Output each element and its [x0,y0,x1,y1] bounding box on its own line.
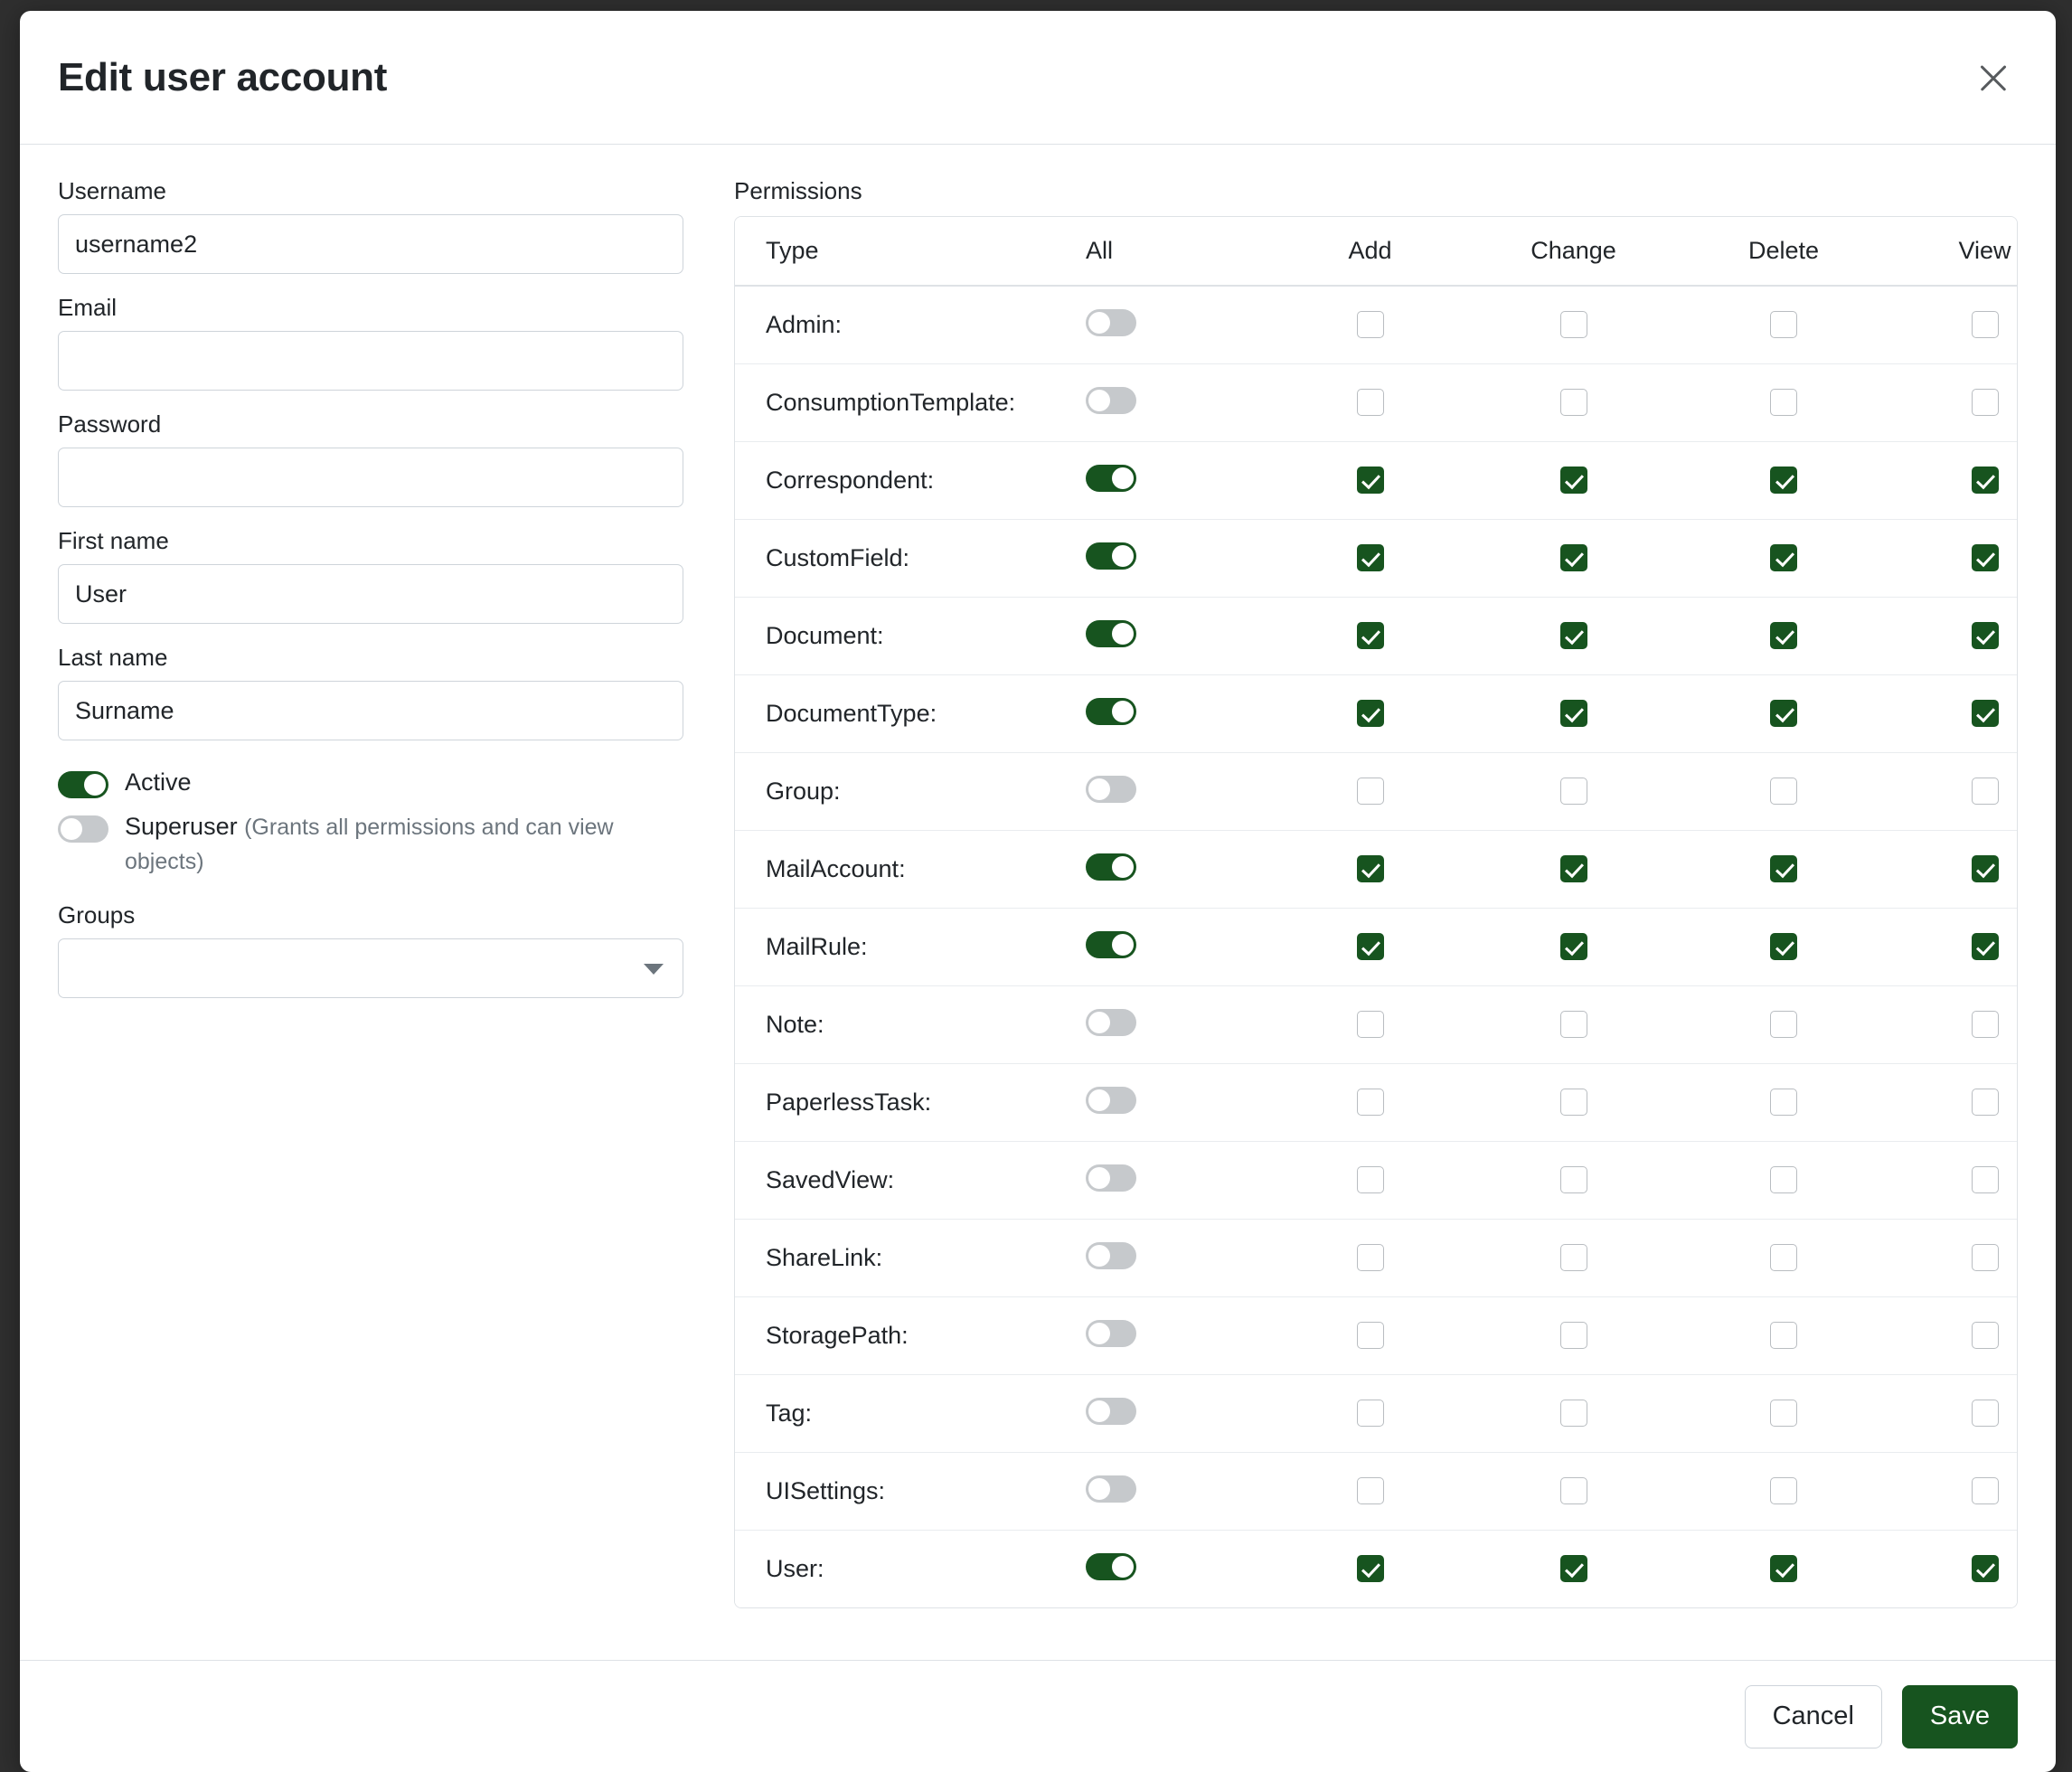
table-row [735,441,2018,519]
permission-all-cell [1078,752,1273,830]
close-icon[interactable] [1969,53,2018,102]
permission-delete-checkbox-cell [1680,1219,1888,1296]
permission-all-toggle[interactable] [1086,309,1136,336]
table-row [735,830,2018,908]
table-row [735,1219,2018,1296]
permission-change-checkbox-cell [1467,1063,1680,1141]
permission-all-toggle[interactable] [1086,1009,1136,1036]
table-row [735,1296,2018,1374]
permission-delete-checkbox-cell [1680,1530,1888,1607]
password-field-group [58,410,691,507]
permission-view-checkbox-cell [1888,1219,2018,1296]
permission-add-checkbox[interactable] [1357,311,1384,338]
column-header-delete: Delete [1680,217,1888,286]
permission-change-checkbox[interactable] [1560,1166,1587,1193]
permission-type-label: Document: [735,597,1078,674]
password-field[interactable] [58,448,683,507]
permission-add-checkbox-cell [1273,1219,1467,1296]
permission-change-checkbox[interactable] [1560,700,1587,727]
permission-delete-checkbox[interactable] [1770,1089,1797,1116]
permission-all-toggle[interactable] [1086,1164,1136,1192]
permissions-table [734,216,2018,1608]
permission-type-label: MailRule: [735,908,1078,985]
username-label: Username [58,177,166,204]
permission-change-checkbox-cell [1467,1452,1680,1530]
groups-select-wrap [58,938,683,998]
permission-add-checkbox-cell [1273,985,1467,1063]
permission-all-cell [1078,286,1273,363]
permission-add-checkbox[interactable] [1357,622,1384,649]
permission-view-checkbox-cell [1888,1063,2018,1141]
permission-all-cell [1078,830,1273,908]
permission-all-toggle[interactable] [1086,1475,1136,1503]
permission-change-checkbox[interactable] [1560,1322,1587,1349]
permission-delete-checkbox[interactable] [1770,1555,1797,1582]
permission-all-toggle[interactable] [1086,1242,1136,1269]
permission-change-checkbox[interactable] [1560,1244,1587,1271]
permission-type-label: UISettings: [735,1452,1078,1530]
permission-change-checkbox-cell [1467,1141,1680,1219]
table-row [735,1141,2018,1219]
table-row [735,752,2018,830]
permission-view-checkbox[interactable] [1972,933,1999,960]
table-row [735,286,2018,363]
permission-all-toggle[interactable] [1086,1398,1136,1425]
permission-add-checkbox-cell [1273,674,1467,752]
permission-delete-checkbox-cell [1680,519,1888,597]
permission-add-checkbox[interactable] [1357,467,1384,494]
dialog-footer [20,1660,2056,1772]
permission-change-checkbox[interactable] [1560,778,1587,805]
permission-all-cell [1078,1530,1273,1607]
permission-view-checkbox[interactable] [1972,1477,1999,1504]
permission-view-checkbox-cell [1888,597,2018,674]
permission-view-checkbox[interactable] [1972,1089,1999,1116]
permission-all-toggle[interactable] [1086,1087,1136,1114]
permission-change-checkbox[interactable] [1560,1011,1587,1038]
superuser-label-text: Superuser [125,813,238,841]
permission-change-checkbox[interactable] [1560,1477,1587,1504]
permission-view-checkbox[interactable] [1972,389,1999,416]
username-field-group [58,177,691,274]
permission-change-checkbox-cell [1467,674,1680,752]
table-row [735,597,2018,674]
permission-view-checkbox-cell [1888,1530,2018,1607]
permission-delete-checkbox-cell [1680,1452,1888,1530]
permission-all-cell [1078,1296,1273,1374]
permissions-section [734,177,2018,1642]
permission-change-checkbox-cell [1467,286,1680,363]
permission-all-toggle[interactable] [1086,620,1136,647]
table-row [735,985,2018,1063]
permission-delete-checkbox-cell [1680,752,1888,830]
permission-delete-checkbox[interactable] [1770,622,1797,649]
permission-change-checkbox-cell [1467,597,1680,674]
dialog-body [20,145,2056,1660]
permission-add-checkbox[interactable] [1357,1011,1384,1038]
permission-delete-checkbox-cell [1680,985,1888,1063]
permission-all-toggle[interactable] [1086,1320,1136,1347]
permission-view-checkbox-cell [1888,441,2018,519]
permission-delete-checkbox-cell [1680,1296,1888,1374]
permission-all-cell [1078,597,1273,674]
permission-view-checkbox-cell [1888,1141,2018,1219]
permission-add-checkbox-cell [1273,286,1467,363]
permission-view-checkbox[interactable] [1972,1244,1999,1271]
permission-delete-checkbox[interactable] [1770,389,1797,416]
permission-change-checkbox-cell [1467,1530,1680,1607]
email-field[interactable] [58,331,683,391]
permission-add-checkbox-cell [1273,908,1467,985]
table-row [735,363,2018,441]
permission-add-checkbox-cell [1273,1296,1467,1374]
permission-add-checkbox[interactable] [1357,855,1384,882]
permission-view-checkbox-cell [1888,286,2018,363]
permission-delete-checkbox[interactable] [1770,311,1797,338]
groups-label: Groups [58,900,136,928]
permission-change-checkbox-cell [1467,1219,1680,1296]
permission-type-label: ConsumptionTemplate: [735,363,1078,441]
superuser-label [125,810,691,878]
permission-change-checkbox-cell [1467,1296,1680,1374]
permission-view-checkbox[interactable] [1972,1400,1999,1427]
permission-delete-checkbox-cell [1680,1141,1888,1219]
permission-view-checkbox-cell [1888,752,2018,830]
page-title: Edit user account [58,54,388,99]
table-row [735,519,2018,597]
active-label: Active [125,768,192,796]
permission-view-checkbox[interactable] [1972,1555,1999,1582]
permission-all-cell [1078,1374,1273,1452]
first-name-field-group [58,527,691,624]
permission-view-checkbox-cell [1888,1374,2018,1452]
permission-add-checkbox-cell [1273,1374,1467,1452]
permission-delete-checkbox[interactable] [1770,467,1797,494]
groups-field-group [58,901,691,998]
permission-add-checkbox-cell [1273,1530,1467,1607]
permission-type-label: CustomField: [735,519,1078,597]
permission-all-toggle[interactable] [1086,387,1136,414]
permissions-body [735,286,2018,1607]
groups-select[interactable] [58,938,683,998]
permission-type-label: Correspondent: [735,441,1078,519]
permission-add-checkbox[interactable] [1357,1089,1384,1116]
permissions-header-row [735,217,2018,286]
table-row [735,1530,2018,1607]
permissions-title: Permissions [734,177,862,204]
permission-delete-checkbox-cell [1680,908,1888,985]
permission-type-label: PaperlessTask: [735,1063,1078,1141]
permission-add-checkbox[interactable] [1357,778,1384,805]
permission-delete-checkbox[interactable] [1770,1477,1797,1504]
permission-delete-checkbox-cell [1680,830,1888,908]
permission-change-checkbox[interactable] [1560,1400,1587,1427]
permission-view-checkbox[interactable] [1972,311,1999,338]
permission-add-checkbox-cell [1273,363,1467,441]
permission-view-checkbox[interactable] [1972,544,1999,571]
permission-type-label: User: [735,1530,1078,1607]
permission-all-toggle[interactable] [1086,465,1136,492]
permission-add-checkbox[interactable] [1357,389,1384,416]
permission-change-checkbox-cell [1467,363,1680,441]
permission-type-label: StoragePath: [735,1296,1078,1374]
permission-view-checkbox[interactable] [1972,1166,1999,1193]
permission-delete-checkbox[interactable] [1770,778,1797,805]
permission-view-checkbox-cell [1888,1452,2018,1530]
cancel-button[interactable]: Cancel [1745,1685,1882,1748]
permission-view-checkbox-cell [1888,830,2018,908]
permission-view-checkbox[interactable] [1972,1322,1999,1349]
table-row [735,1063,2018,1141]
permission-all-cell [1078,1141,1273,1219]
permission-delete-checkbox[interactable] [1770,544,1797,571]
user-details-form [58,177,691,1642]
permission-delete-checkbox[interactable] [1770,855,1797,882]
permission-add-checkbox-cell [1273,752,1467,830]
permission-change-checkbox[interactable] [1560,622,1587,649]
permission-add-checkbox-cell [1273,441,1467,519]
permission-view-checkbox[interactable] [1972,855,1999,882]
permission-change-checkbox[interactable] [1560,467,1587,494]
username-input[interactable] [58,214,683,274]
permission-delete-checkbox[interactable] [1770,1400,1797,1427]
permission-add-checkbox[interactable] [1357,544,1384,571]
permission-view-checkbox[interactable] [1972,622,1999,649]
permission-view-checkbox-cell [1888,1296,2018,1374]
email-label: Email [58,294,118,321]
permission-delete-checkbox-cell [1680,441,1888,519]
permission-delete-checkbox-cell [1680,363,1888,441]
permission-add-checkbox-cell [1273,1063,1467,1141]
permission-add-checkbox[interactable] [1357,1166,1384,1193]
superuser-toggle-row [58,810,691,878]
superuser-toggle[interactable] [58,815,108,843]
permission-type-label: Group: [735,752,1078,830]
permission-all-cell [1078,441,1273,519]
permission-type-label: Tag: [735,1374,1078,1452]
permission-change-checkbox-cell [1467,752,1680,830]
permission-type-label: DocumentType: [735,674,1078,752]
permission-all-toggle[interactable] [1086,931,1136,958]
permission-all-toggle[interactable] [1086,776,1136,803]
permission-view-checkbox[interactable] [1972,778,1999,805]
permission-delete-checkbox-cell [1680,286,1888,363]
permission-add-checkbox[interactable] [1357,1322,1384,1349]
permission-all-cell [1078,674,1273,752]
permission-all-cell [1078,985,1273,1063]
first-name-input[interactable] [58,564,683,624]
permission-change-checkbox[interactable] [1560,855,1587,882]
permission-add-checkbox-cell [1273,830,1467,908]
permission-add-checkbox[interactable] [1357,700,1384,727]
permission-type-label: ShareLink: [735,1219,1078,1296]
save-button[interactable]: Save [1902,1685,2018,1748]
permission-add-checkbox-cell [1273,1141,1467,1219]
permission-delete-checkbox-cell [1680,1374,1888,1452]
first-name-label: First name [58,527,169,554]
permission-all-cell [1078,908,1273,985]
permission-add-checkbox[interactable] [1357,1244,1384,1271]
permission-add-checkbox-cell [1273,597,1467,674]
permission-change-checkbox[interactable] [1560,933,1587,960]
permission-change-checkbox[interactable] [1560,311,1587,338]
last-name-input[interactable] [58,681,683,740]
column-header-type: Type [735,217,1078,286]
permission-delete-checkbox[interactable] [1770,933,1797,960]
permission-all-cell [1078,1219,1273,1296]
permission-delete-checkbox-cell [1680,1063,1888,1141]
column-header-view: View [1888,217,2018,286]
permission-delete-checkbox[interactable] [1770,700,1797,727]
permission-add-checkbox[interactable] [1357,1477,1384,1504]
permission-view-checkbox[interactable] [1972,467,1999,494]
permission-change-checkbox-cell [1467,1374,1680,1452]
permission-view-checkbox-cell [1888,519,2018,597]
table-row [735,674,2018,752]
last-name-label: Last name [58,644,168,671]
permission-change-checkbox[interactable] [1560,389,1587,416]
table-row [735,908,2018,985]
column-header-all: All [1078,217,1273,286]
permission-all-toggle[interactable] [1086,853,1136,881]
permission-change-checkbox-cell [1467,519,1680,597]
permission-delete-checkbox[interactable] [1770,1166,1797,1193]
permission-type-label: SavedView: [735,1141,1078,1219]
permission-change-checkbox-cell [1467,985,1680,1063]
permission-delete-checkbox[interactable] [1770,1011,1797,1038]
superuser-hint: (Grants all permissions and can view objects) [125,815,614,874]
permission-add-checkbox[interactable] [1357,1400,1384,1427]
table-row [735,1452,2018,1530]
active-toggle[interactable] [58,771,108,798]
permission-change-checkbox-cell [1467,908,1680,985]
permission-change-checkbox-cell [1467,441,1680,519]
permission-view-checkbox[interactable] [1972,700,1999,727]
permission-view-checkbox-cell [1888,908,2018,985]
permission-change-checkbox-cell [1467,830,1680,908]
active-toggle-row [58,766,691,799]
permission-all-cell [1078,519,1273,597]
permission-type-label: MailAccount: [735,830,1078,908]
permission-add-checkbox[interactable] [1357,1555,1384,1582]
table-row [735,1374,2018,1452]
permission-delete-checkbox[interactable] [1770,1244,1797,1271]
permission-view-checkbox-cell [1888,674,2018,752]
email-field-group [58,294,691,391]
permission-delete-checkbox-cell [1680,597,1888,674]
dialog-header [20,11,2056,145]
permission-all-cell [1078,363,1273,441]
permission-change-checkbox[interactable] [1560,544,1587,571]
permission-all-toggle[interactable] [1086,1553,1136,1580]
permission-delete-checkbox-cell [1680,674,1888,752]
permission-add-checkbox[interactable] [1357,933,1384,960]
column-header-change: Change [1467,217,1680,286]
permission-add-checkbox-cell [1273,519,1467,597]
permission-all-cell [1078,1452,1273,1530]
permission-all-toggle[interactable] [1086,698,1136,725]
permission-all-cell [1078,1063,1273,1141]
permission-type-label: Note: [735,985,1078,1063]
permission-add-checkbox-cell [1273,1452,1467,1530]
permission-view-checkbox-cell [1888,985,2018,1063]
permission-view-checkbox-cell [1888,363,2018,441]
column-header-add: Add [1273,217,1467,286]
permission-change-checkbox[interactable] [1560,1089,1587,1116]
last-name-field-group [58,644,691,740]
permission-type-label: Admin: [735,286,1078,363]
edit-user-account-dialog [20,11,2056,1772]
permission-change-checkbox[interactable] [1560,1555,1587,1582]
permission-view-checkbox[interactable] [1972,1011,1999,1038]
permission-delete-checkbox[interactable] [1770,1322,1797,1349]
password-label: Password [58,410,162,438]
permission-all-toggle[interactable] [1086,542,1136,570]
